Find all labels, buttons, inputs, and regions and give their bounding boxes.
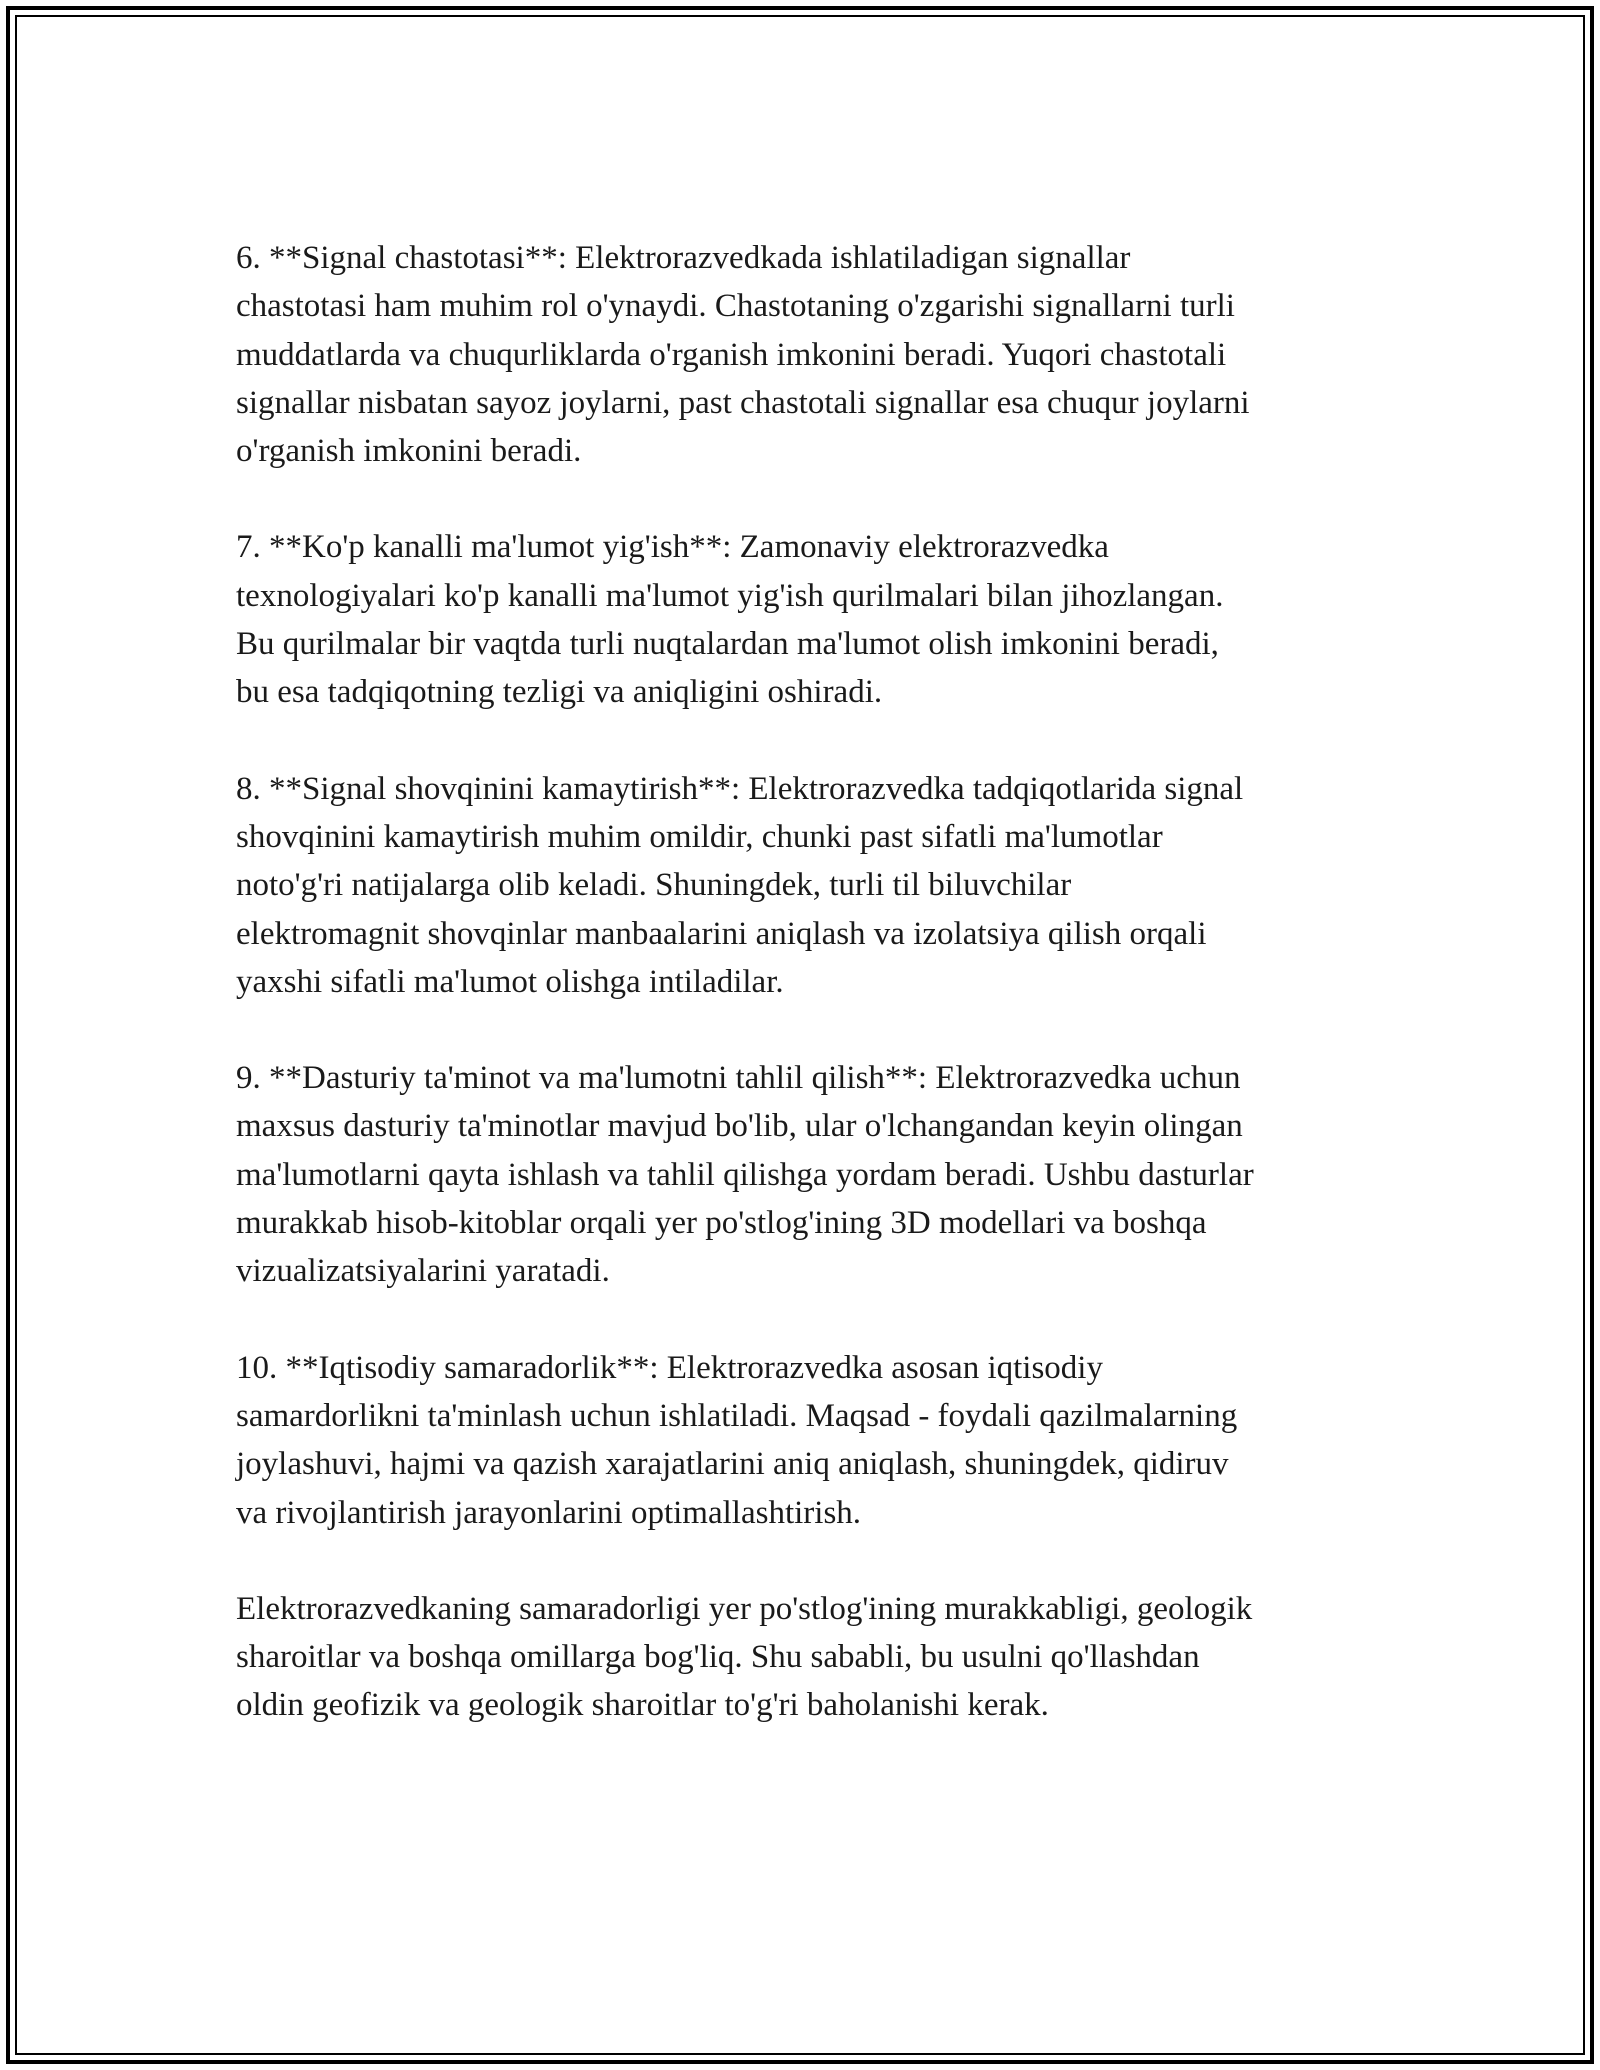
paragraph-signal-frequency: 6. **Signal chastotasi**: Elektrorazvedkada ishlatiladigan signallar chastotasi ham muhim rol o'ynaydi. Chastotaning o'zgarishi signallarni turli muddatlarda va chuqurliklarda o'rganish imkonini beradi. Yuqori chastotali signallar nisbatan sayoz joylarni, past chastotali signallar esa chuqur joylarni o'rganish imkonini beradi. bbox=[236, 240, 1250, 470]
paragraph-multichannel-data: 7. **Ko'p kanalli ma'lumot yig'ish**: Zamonaviy elektrorazvedka texnologiyalari ko'p kanalli ma'lumot yig'ish qurilmalari bilan jihozlangan. Bu qurilmalar bir vaqtda turli nuqtalardan ma'lumot olish imkonini beradi, bu esa tadqiqotning tezligi va aniqligini oshiradi. bbox=[236, 529, 1224, 711]
paragraph-conclusion: Elektrorazvedkaning samaradorligi yer po'stlog'ining murakkabligi, geologik sharoitlar va boshqa omillarga bog'liq. Shu sababli, bu usulni qo'llashdan oldin geofizik va geologik sharoitlar to'g'ri baholanishi kerak. bbox=[236, 1590, 1253, 1724]
paragraph-noise-reduction: 8. **Signal shovqinini kamaytirish**: Elektrorazvedka tadqiqotlarida signal shovqinini kamaytirish muhim omildir, chunki past sifatli ma'lumotlar noto'g'ri natijalarga olib keladi. Shuningdek, turli til biluvchilar elektromagnit shovqinlar manbaalarini aniqlash va izolatsiya qilish orqali yaxshi sifatli ma'lumot olishga intiladilar. bbox=[236, 770, 1244, 1000]
document-body bbox=[236, 234, 1386, 1730]
paragraph-economic-efficiency: 10. **Iqtisodiy samaradorlik**: Elektrorazvedka asosan iqtisodiy samardorlikni ta'minlash uchun ishlatiladi. Maqsad - foydali qazilmalarning joylashuvi, hajmi va qazish xarajatlarini aniq aniqlash, shuningdek, qidiruv va rivojlantirish jarayonlarini optimallashtirish. bbox=[236, 1349, 1238, 1531]
paragraph-software-analysis: 9. **Dasturiy ta'minot va ma'lumotni tahlil qilish**: Elektrorazvedka uchun maxsus dasturiy ta'minotlar mavjud bo'lib, ular o'lchangandan keyin olingan ma'lumotlarni qayta ishlash va tahlil qilishga yordam beradi. Ushbu dasturlar murakkab hisob-kitoblar orqali yer po'stlog'ining 3D modellari va boshqa vizualizatsiyalarini yaratadi. bbox=[236, 1060, 1254, 1290]
